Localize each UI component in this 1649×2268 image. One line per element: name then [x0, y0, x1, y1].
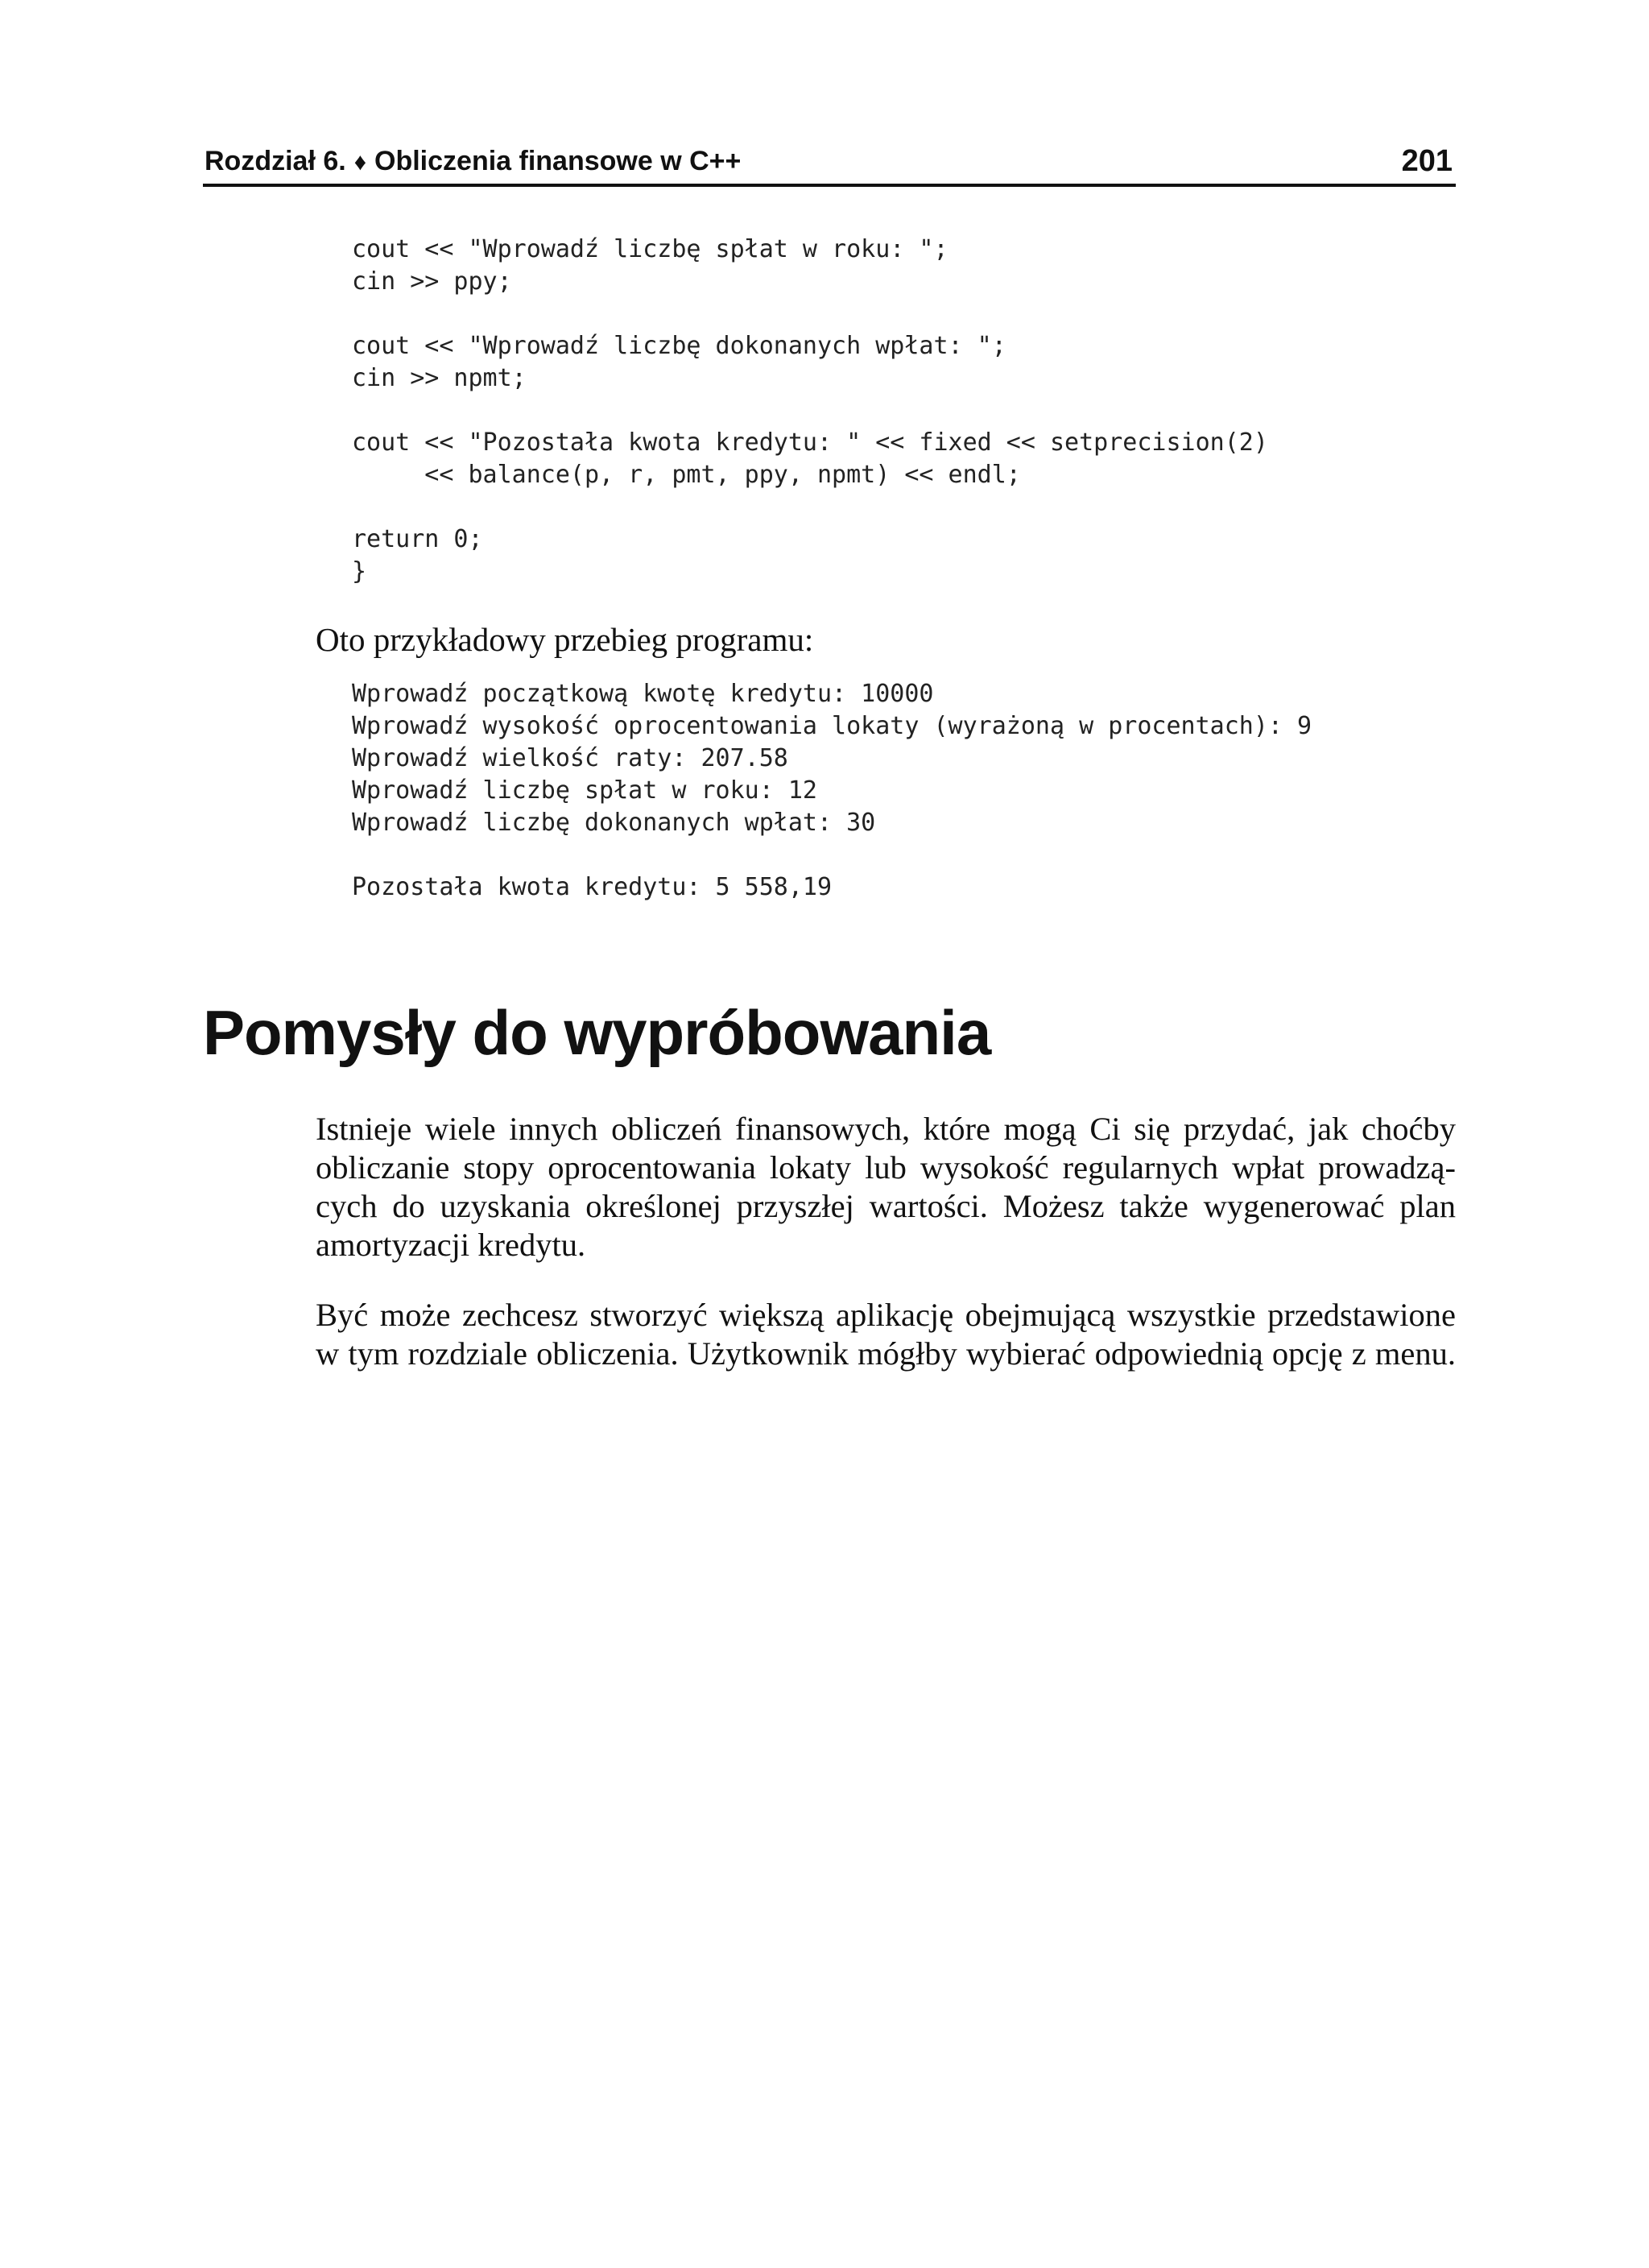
paragraph-line: Być może zechcesz stworzyć większą aplikację obejmującą wszystkie przedstawione	[316, 1297, 1456, 1333]
section-heading: Pomysły do wypróbowania	[203, 997, 991, 1068]
paragraph-2	[316, 1296, 1456, 1373]
page-number: 201	[1401, 144, 1453, 178]
diamond-separator-icon: ♦	[353, 149, 367, 176]
paragraph-line: cych do uzyskania określonej przyszłej wartości. Możesz także wygenerować plan	[316, 1188, 1456, 1224]
code-listing: cout << "Wprowadź liczbę spłat w roku: "; cin >> ppy; cout << "Wprowadź liczbę dokonanych wpłat: "; cin >> npmt; cout << "Pozostała kwota kredytu: " << fixed << setprecision(2) << balance(p, r, pmt, ppy, npmt) << endl; return 0; }	[352, 235, 1268, 586]
running-header	[203, 139, 1456, 187]
paragraph-1	[316, 1110, 1456, 1264]
chapter-number: Rozdział 6.	[205, 146, 346, 176]
paragraph-line: w tym rozdziale obliczenia. Użytkownik mógłby wybierać odpowiednią opcję z menu.	[316, 1335, 1456, 1372]
paragraph-line: Istnieje wiele innych obliczeń finansowych, które mogą Ci się przydać, jak choćby	[316, 1111, 1456, 1147]
sample-run-intro: Oto przykładowy przebieg programu:	[316, 621, 814, 658]
sample-program-output: Wprowadź początkową kwotę kredytu: 10000 Wprowadź wysokość oprocentowania lokaty (wyrażoną w procentach): 9 Wprowadź wielkość raty: 207.58 Wprowadź liczbę spłat w roku: 12 Wprowadź liczbę dokonanych wpłat: 30 Pozostała kwota kredytu: 5 558,19	[352, 680, 1312, 901]
chapter-title: Obliczenia finansowe w C++	[374, 146, 742, 176]
header-chapter-title	[205, 139, 741, 185]
paragraph-line: obliczanie stopy oprocentowania lokaty lub wysokość regularnych wpłat prowadzą-	[316, 1149, 1456, 1186]
paragraph-line: amortyzacji kredytu.	[316, 1227, 586, 1263]
